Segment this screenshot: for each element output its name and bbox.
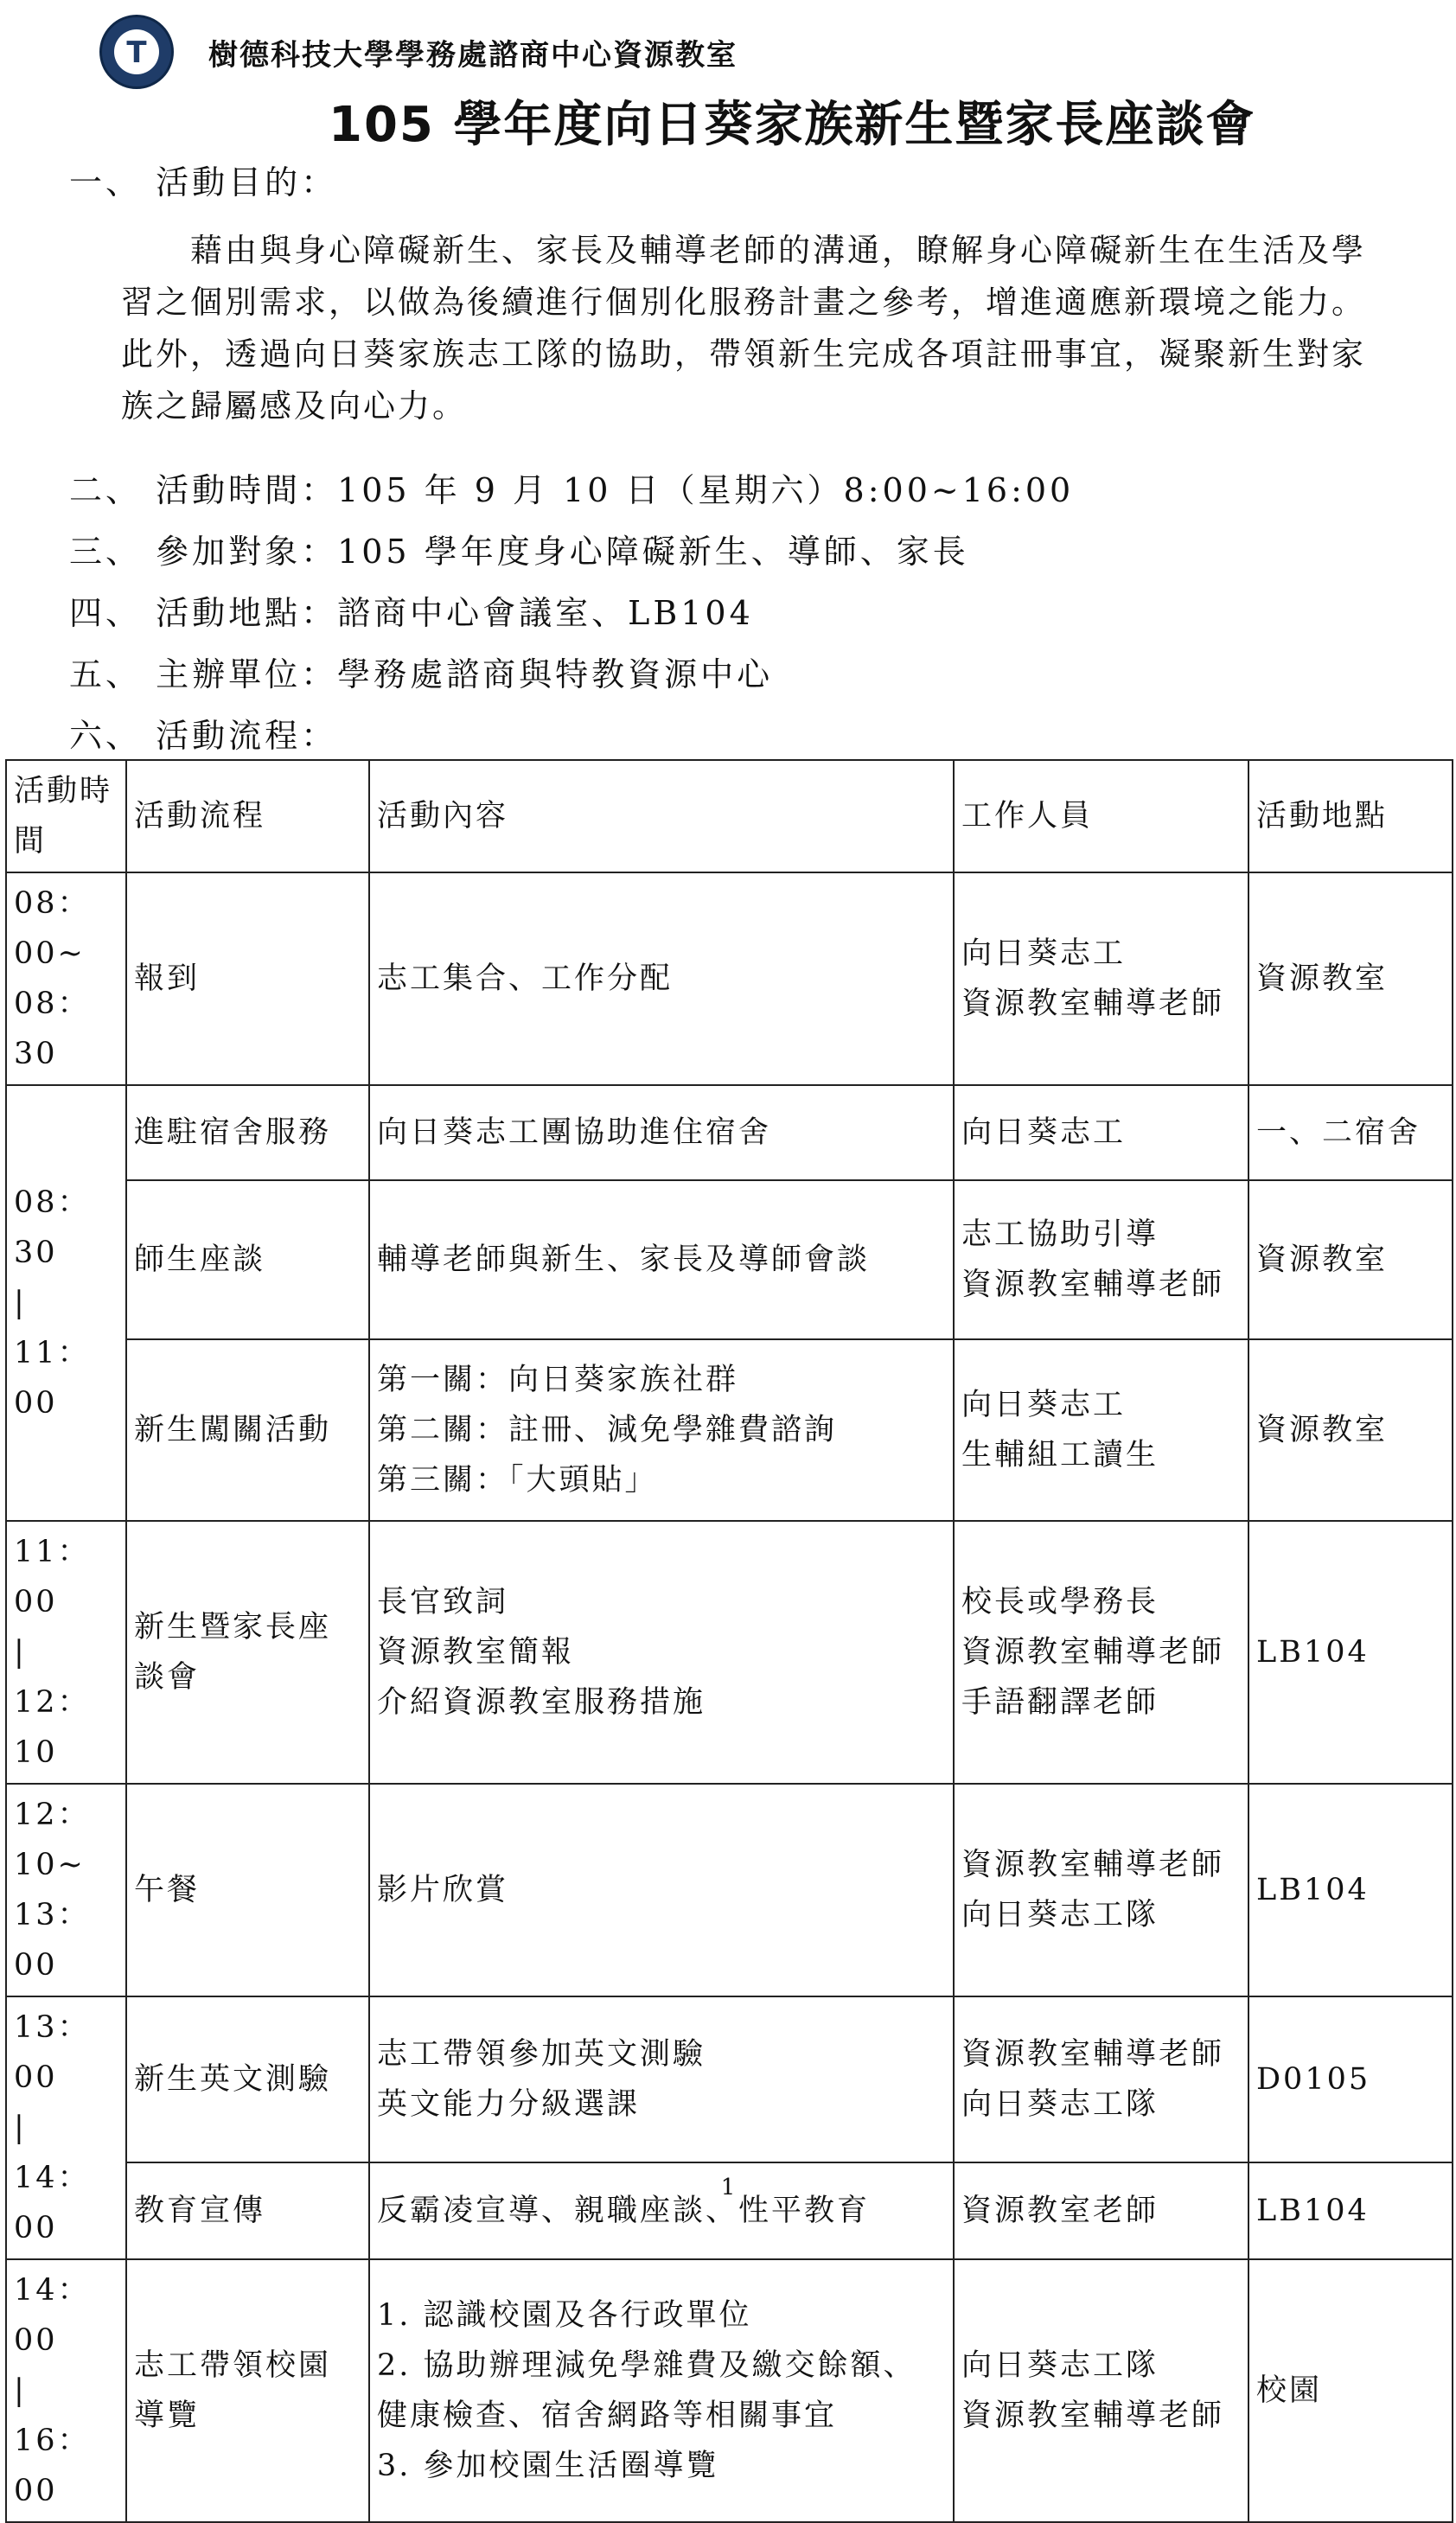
content-line: 資源教室簡報 <box>377 1635 575 1670</box>
place-cell: LB104 <box>1248 1784 1453 1996</box>
header-cell: 活動流程 <box>126 760 369 872</box>
time-line: 11：00 <box>14 1336 91 1421</box>
header-cell: 活動時間 <box>6 760 126 872</box>
time-cell <box>6 872 126 1085</box>
content-line: 第三關：「大頭貼」 <box>377 1463 658 1498</box>
table-row <box>6 2259 1453 2522</box>
place-cell: 資源教室 <box>1248 1180 1453 1339</box>
table-row <box>6 1784 1453 1996</box>
staff-cell <box>954 872 1248 1085</box>
staff-line: 資源教室輔導老師 <box>961 2036 1225 2072</box>
place-cell: LB104 <box>1248 1521 1453 1784</box>
staff-line: 資源教室老師 <box>961 2193 1159 2228</box>
content-line: 輔導老師與新生、家長及導師會談 <box>377 1242 871 1277</box>
time-line: | <box>14 2373 27 2408</box>
time-cell <box>6 1521 126 1784</box>
university-logo-icon <box>99 15 174 89</box>
time-cell <box>6 2259 126 2522</box>
staff-line: 向日葵志工隊 <box>961 1898 1159 1932</box>
flow-cell: 志工帶領校園導覽 <box>126 2259 369 2522</box>
staff-line: 校長或學務長 <box>961 1585 1159 1619</box>
event-location: 四、 活動地點：諮商中心會議室、LB104 <box>69 594 754 632</box>
staff-line: 資源教室輔導老師 <box>961 2398 1225 2433</box>
content-line: 向日葵志工團協助進住宿舍 <box>377 1115 772 1150</box>
staff-cell <box>954 1085 1248 1180</box>
header-cell: 工作人員 <box>954 760 1248 872</box>
content-line: 第一關：向日葵家族社群 <box>377 1363 739 1397</box>
time-line: 16：00 <box>14 2424 91 2508</box>
place-cell: 校園 <box>1248 2259 1453 2522</box>
time-line: 11：00 <box>14 1535 91 1619</box>
event-time: 二、 活動時間：105 年 9 月 10 日（星期六）8:00~16:00 <box>69 471 1075 509</box>
logo-letter: T <box>126 35 147 70</box>
table-row <box>6 1521 1453 1784</box>
content-line: 志工集合、工作分配 <box>377 961 674 996</box>
table-row <box>6 1085 1453 1180</box>
page-number: 1 <box>720 2175 736 2200</box>
schedule-heading: 六、 活動流程： <box>69 717 338 755</box>
flow-cell: 新生暨家長座談會 <box>126 1521 369 1784</box>
content-line: 2. 協助辦理減免學雜費及繳交餘額、健康檢查、宿舍網路等相關事宜 <box>377 2348 916 2433</box>
staff-line: 向日葵志工隊 <box>961 2348 1159 2383</box>
flow-cell: 新生闖關活動 <box>126 1339 369 1521</box>
content-line: 介紹資源教室服務措施 <box>377 1685 706 1720</box>
flow-cell: 午餐 <box>126 1784 369 1996</box>
content-line: 反霸凌宣導、親職座談、性平教育 <box>377 2193 871 2228</box>
content-cell <box>369 1085 954 1180</box>
flow-cell: 師生座談 <box>126 1180 369 1339</box>
time-cell <box>6 1784 126 1996</box>
time-line: 12：10~ <box>14 1798 91 1882</box>
table-row <box>6 1996 1453 2162</box>
header-cell: 活動地點 <box>1248 760 1453 872</box>
content-line: 影片欣賞 <box>377 1873 509 1907</box>
table-row <box>6 1180 1453 1339</box>
document-header <box>99 17 738 86</box>
flow-cell: 進駐宿舍服務 <box>126 1085 369 1180</box>
place-cell: LB104 <box>1248 2162 1453 2259</box>
flow-cell: 新生英文測驗 <box>126 1996 369 2162</box>
content-cell <box>369 1784 954 1996</box>
time-line: 12：10 <box>14 1685 91 1770</box>
page-title: 105 學年度向日葵家族新生暨家長座談會 <box>329 97 1256 153</box>
content-cell <box>369 1996 954 2162</box>
purpose-heading: 一、 活動目的： <box>69 163 338 201</box>
organization-name: 樹德科技大學學務處諮商中心資源教室 <box>208 37 738 73</box>
content-line: 1. 認識校園及各行政單位 <box>377 2298 752 2333</box>
time-line: 13：00 <box>14 1898 91 1983</box>
content-cell <box>369 1339 954 1521</box>
time-line: 14：00 <box>14 2273 91 2358</box>
staff-line: 手語翻譯老師 <box>961 1685 1159 1720</box>
time-line: | <box>14 2111 27 2145</box>
event-organizer: 五、 主辦單位：學務處諮商與特教資源中心 <box>69 655 774 693</box>
content-line: 第二關：註冊、減免學雜費諮詢 <box>377 1413 838 1447</box>
staff-line: 志工協助引導 <box>961 1217 1159 1252</box>
header-cell: 活動內容 <box>369 760 954 872</box>
flow-cell: 報到 <box>126 872 369 1085</box>
content-cell <box>369 872 954 1085</box>
time-line: | <box>14 1286 27 1320</box>
event-participants: 三、 參加對象：105 學年度身心障礙新生、導師、家長 <box>69 533 969 571</box>
staff-cell <box>954 1996 1248 2162</box>
content-line: 英文能力分級選課 <box>377 2086 641 2122</box>
table-row <box>6 872 1453 1085</box>
staff-line: 資源教室輔導老師 <box>961 1635 1225 1670</box>
time-line: 08：00~ <box>14 886 91 971</box>
content-line: 長官致詞 <box>377 1585 509 1619</box>
staff-line: 資源教室輔導老師 <box>961 987 1225 1021</box>
schedule-table <box>5 759 1453 2523</box>
staff-line: 資源教室輔導老師 <box>961 1848 1225 1882</box>
table-row <box>6 1339 1453 1521</box>
staff-line: 向日葵志工 <box>961 1115 1127 1150</box>
table-header-row <box>6 760 1453 872</box>
content-line: 志工帶領參加英文測驗 <box>377 2036 706 2072</box>
flow-cell: 教育宣傳 <box>126 2162 369 2259</box>
staff-line: 向日葵志工 <box>961 936 1127 971</box>
purpose-paragraph: 藉由與身心障礙新生、家長及輔導老師的溝通，瞭解身心障礙新生在生活及學習之個別需求，以做為後續進行個別化服務計畫之參考，增進適應新環境之能力。此外，透過向日葵家族志工隊的協助，帶領新生完成各項註冊事宜，凝聚新生對家族之歸屬感及向心力。 <box>121 232 1366 425</box>
place-cell: 資源教室 <box>1248 872 1453 1085</box>
staff-cell <box>954 1521 1248 1784</box>
staff-line: 向日葵志工 <box>961 1388 1127 1422</box>
staff-cell <box>954 1339 1248 1521</box>
content-cell <box>369 1521 954 1784</box>
time-cell <box>6 1085 126 1521</box>
staff-cell <box>954 2259 1248 2522</box>
place-cell: D0105 <box>1248 1996 1453 2162</box>
staff-line: 生輔組工讀生 <box>961 1438 1159 1472</box>
time-cell <box>6 1996 126 2259</box>
time-line: 08：30 <box>14 987 91 1071</box>
time-line: | <box>14 1635 27 1670</box>
place-cell: 一、二宿舍 <box>1248 1085 1453 1180</box>
place-cell: 資源教室 <box>1248 1339 1453 1521</box>
staff-line: 向日葵志工隊 <box>961 2086 1159 2122</box>
staff-cell <box>954 1784 1248 1996</box>
time-line: 08：30 <box>14 1185 91 1270</box>
time-line: 14：00 <box>14 2161 91 2245</box>
content-cell <box>369 2259 954 2522</box>
staff-cell <box>954 1180 1248 1339</box>
content-line: 3. 參加校園生活圈導覽 <box>377 2449 719 2483</box>
time-line: 13：00 <box>14 2010 91 2095</box>
content-cell <box>369 1180 954 1339</box>
staff-line: 資源教室輔導老師 <box>961 1268 1225 1302</box>
